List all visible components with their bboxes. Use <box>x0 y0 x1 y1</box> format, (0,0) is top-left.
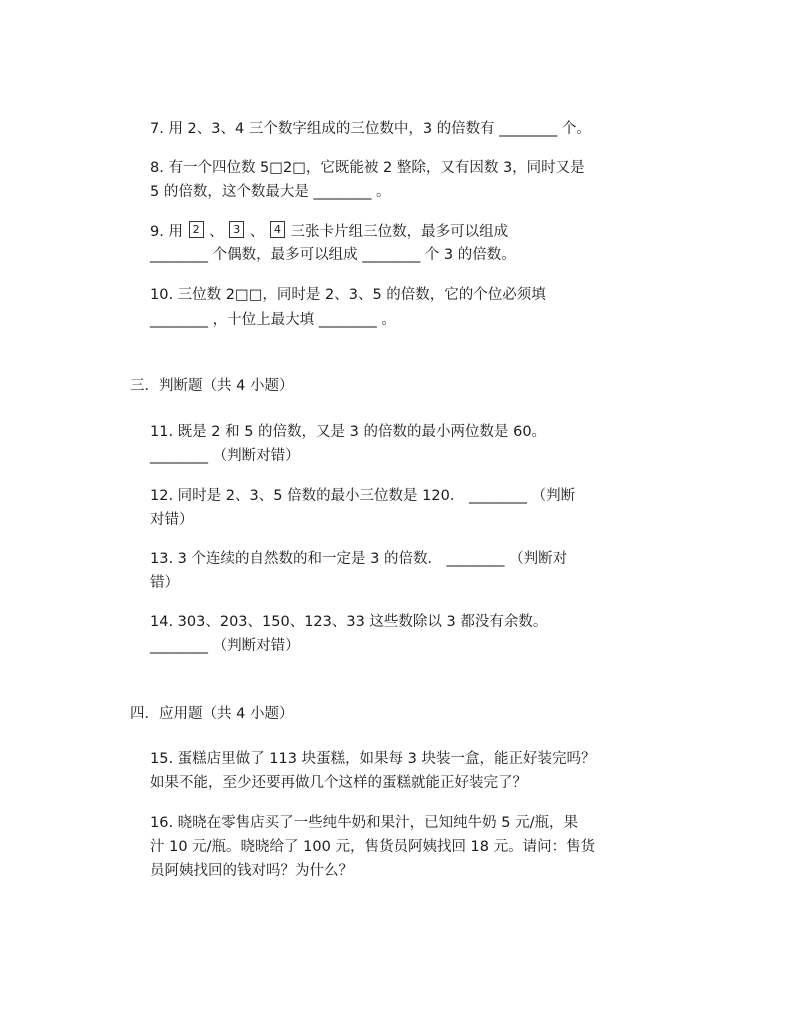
question-9-suffix: 三张卡片组三位数，最多可以组成 <box>290 224 509 240</box>
question-8-line-2: 5 的倍数，这个数最大是 ________ 。 <box>150 184 391 200</box>
question-8-line-1: 8. 有一个四位数 5□2□，它既能被 2 整除，又有因数 3，同时又是 <box>150 160 585 176</box>
question-9-line-2: ________ 个偶数，最多可以组成 ________ 个 3 的倍数。 <box>150 247 516 263</box>
question-14-line-2: ________ （判断对错） <box>150 638 300 654</box>
separator: 、 <box>249 224 265 240</box>
question-13-line-2: 错） <box>150 575 179 591</box>
question-12-line-2: 对错） <box>150 512 194 528</box>
question-16-line-2: 汁 10 元/瓶。晓晓给了 100 元，售货员阿姨找回 18 元。请问：售货 <box>150 839 596 855</box>
question-11-line-2: ________ （判断对错） <box>150 448 300 464</box>
question-15-line-2: 如果不能，至少还要再做几个这样的蛋糕就能正好装完了？ <box>150 775 527 791</box>
section-4-title: 四．应用题（共 4 小题） <box>130 706 294 722</box>
number-card-3: 3 <box>229 221 244 238</box>
number-card-4: 4 <box>270 221 285 238</box>
question-7-line-1: 7. 用 2、3、4 三个数字组成的三位数中，3 的倍数有 ________ 个。 <box>150 121 591 137</box>
section-3-title: 三．判断题（共 4 小题） <box>130 378 294 394</box>
question-16-line-1: 16. 晓晓在零售店买了一些纯牛奶和果汁，已知纯牛奶 5 元/瓶，果 <box>150 815 578 831</box>
question-9-line-1 <box>150 221 508 242</box>
question-16-line-3: 员阿姨找回的钱对吗？为什么？ <box>150 863 353 879</box>
question-10-line-2: ________ ，十位上最大填 ________ 。 <box>150 312 396 328</box>
separator: 、 <box>209 224 224 240</box>
question-14-line-1: 14. 303、203、150、123、33 这些数除以 3 都没有余数。 <box>150 614 548 630</box>
question-11-line-1: 11. 既是 2 和 5 的倍数，又是 3 的倍数的最小两位数是 60。 <box>150 424 547 440</box>
question-10-line-1: 10. 三位数 2□□，同时是 2、3、5 的倍数，它的个位必须填 <box>150 287 546 303</box>
number-card-2: 2 <box>189 221 204 238</box>
question-9-prefix: 9. 用 <box>150 224 183 240</box>
question-15-line-1: 15. 蛋糕店里做了 113 块蛋糕，如果每 3 块装一盒，能正好装完吗？ <box>150 751 596 767</box>
question-13-line-1: 13. 3 个连续的自然数的和一定是 3 的倍数． ________ （判断对 <box>150 551 568 567</box>
question-12-line-1: 12. 同时是 2、3、5 倍数的最小三位数是 120． ________ （判断 <box>150 488 576 504</box>
